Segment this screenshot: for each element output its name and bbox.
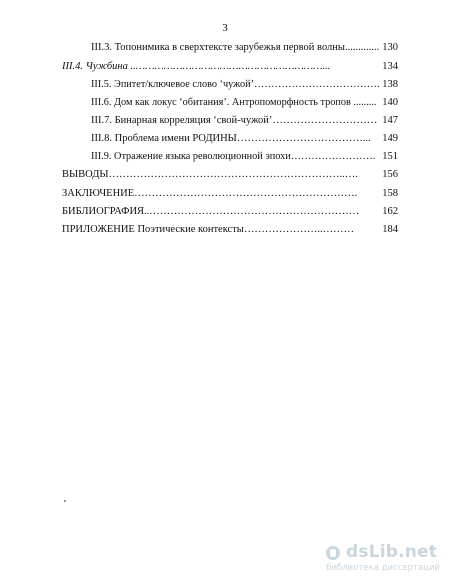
- watermark: [318, 542, 444, 576]
- toc-entry-text: III.8. Проблема имени РОДИНЫ………………………………...: [91, 133, 371, 144]
- toc-entry-iii-3: [91, 42, 398, 54]
- toc-entry-iii-8: [91, 133, 398, 145]
- toc-entry-text: III.4. Чужбина ..……………………………………………………...: [62, 61, 331, 72]
- toc-entry-text: III.3. Топонимика в сверхтексте зарубежья первой волны.............: [91, 42, 380, 53]
- toc-entry-page: 158: [382, 188, 398, 199]
- toc-entry-iii-4: [62, 61, 398, 73]
- toc-entry-iii-9: [91, 151, 398, 163]
- toc-entry-page: 130: [382, 42, 398, 53]
- page-number: 3: [222, 22, 228, 34]
- toc-entry-text: ПРИЛОЖЕНИЕ Поэтические контексты…………………..………: [62, 224, 355, 235]
- toc-entry-appendix: [62, 224, 398, 236]
- toc-entry-text: III.7. Бинарная корреляция ‘свой-чужой’…………………………: [91, 115, 378, 126]
- watermark-tagline: библиотека диссертаций: [326, 563, 440, 573]
- toc-entry-iii-5: [91, 79, 398, 91]
- toc-entry-text: III.9. Отражение языка революционной эпохи…………………….: [91, 151, 376, 162]
- toc-entry-text: ЗАКЛЮЧЕНИЕ……………………………………………………….: [62, 188, 358, 199]
- toc-entry-page: 147: [382, 115, 398, 126]
- toc-entry-text: ВЫВОДЫ…………………………………………………………..….: [62, 169, 358, 180]
- toc-entry-conclusions: [62, 169, 398, 181]
- toc-entry-bibliography: [62, 206, 398, 218]
- watermark-logo-row: [318, 542, 444, 562]
- toc-entry-text: БИБЛИОГРАФИЯ..……………………………………………………: [62, 206, 360, 217]
- toc-entry-iii-7: [91, 115, 398, 127]
- toc-entry-page: 138: [382, 79, 398, 90]
- document-icon: [326, 546, 340, 560]
- toc-entry-iii-6: [91, 97, 398, 109]
- toc-entry-page: 184: [382, 224, 398, 235]
- toc-entry-page: 151: [382, 151, 398, 162]
- toc-entry-page: 156: [382, 169, 398, 180]
- toc-entry-page: 134: [382, 61, 398, 72]
- toc-entry-text: III.5. Эпитет/ключевое слово ‘чужой’……………………………….: [91, 79, 380, 90]
- watermark-logo: dsLib.net: [346, 542, 438, 562]
- scan-speck: [64, 500, 66, 502]
- toc-entry-afterword: [62, 188, 398, 200]
- toc-entry-page: 162: [382, 206, 398, 217]
- toc-entry-page: 140: [382, 97, 398, 108]
- toc-entry-page: 149: [382, 133, 398, 144]
- toc-entry-text: III.6. Дом как локус ‘обитания’. Антропоморфность тропов .........: [91, 97, 377, 108]
